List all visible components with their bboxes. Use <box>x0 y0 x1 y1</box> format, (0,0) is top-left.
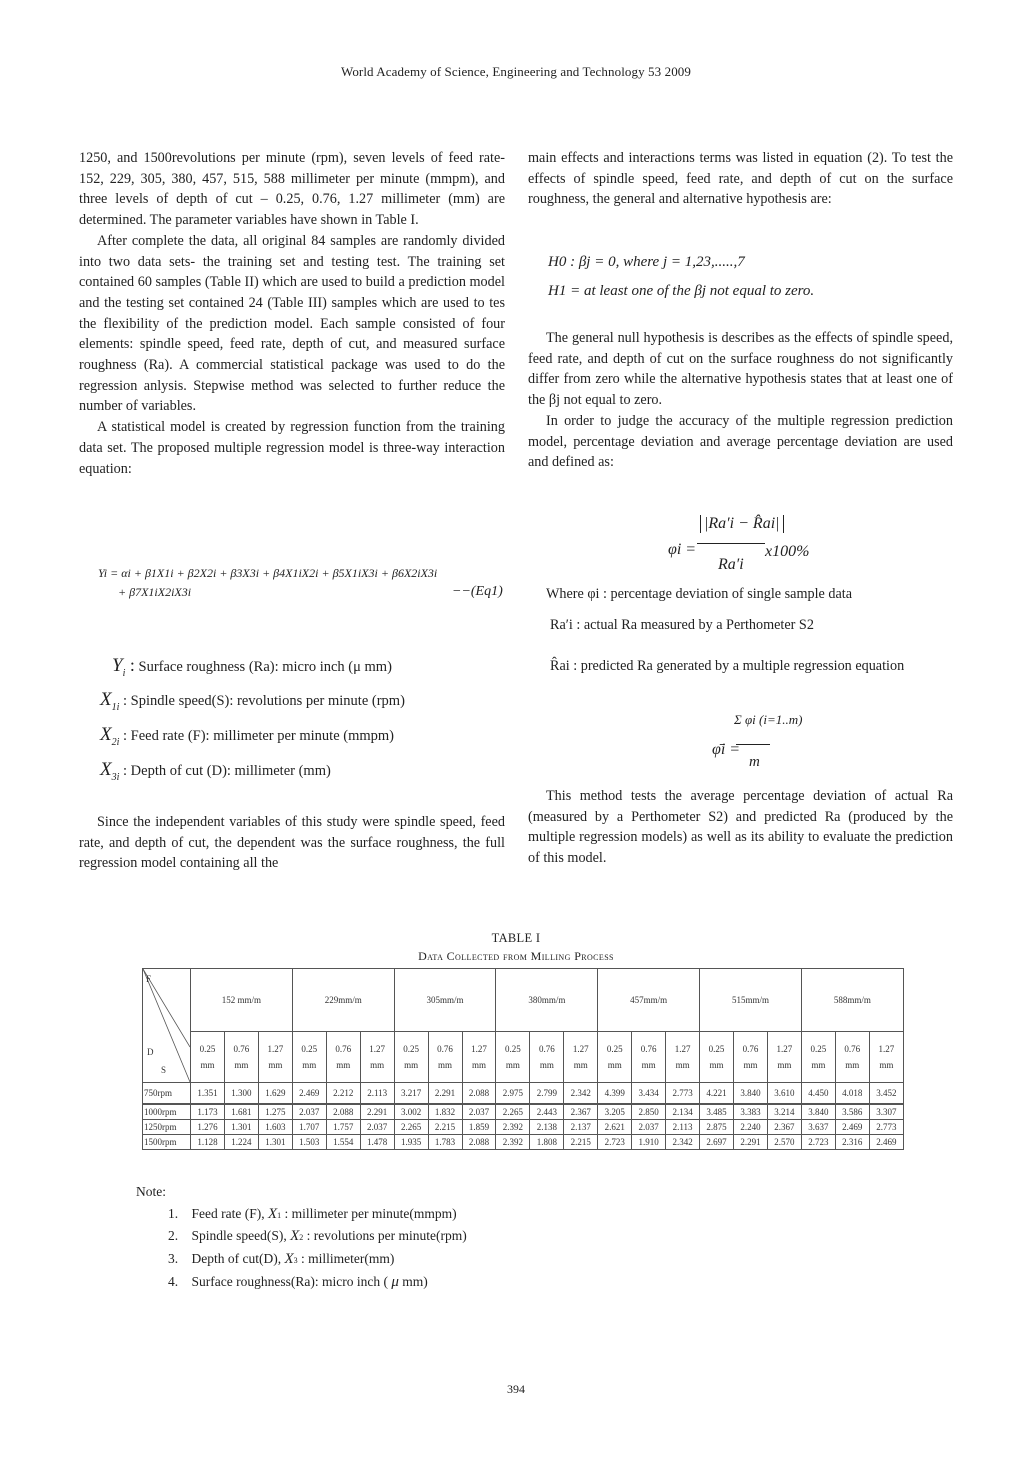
note-text: : millimeter(mm) <box>297 1251 395 1266</box>
note-number: 3. <box>168 1251 179 1266</box>
roughness-value-cell: 1.910 <box>632 1135 666 1150</box>
depth-header-cell <box>801 1032 835 1083</box>
depth-header-cell <box>191 1032 225 1083</box>
depth-unit: mm <box>268 1060 283 1070</box>
table-header-row-feed <box>143 969 904 1032</box>
table-row <box>143 1120 904 1135</box>
note-symbol: μ <box>391 1274 399 1290</box>
depth-unit: mm <box>438 1060 453 1070</box>
roughness-value-cell: 3.586 <box>835 1104 869 1120</box>
formula2-lhs: φ̄i = <box>712 741 741 758</box>
depth-value: 1.27 <box>776 1044 793 1054</box>
roughness-value-cell: 2.469 <box>292 1083 326 1105</box>
roughness-value-cell: 1.603 <box>258 1120 292 1135</box>
definition-predicted-ra: R̂ai : predicted Ra generated by a multiple regression equation <box>550 658 905 674</box>
roughness-value-cell: 2.469 <box>835 1120 869 1135</box>
roughness-value-cell: 2.240 <box>734 1120 768 1135</box>
paragraph-data-sets: After complete the data, all original 84 samples are randomly divided into two data sets- the training set and testing test. The training set contained 60 samples (Table II) which are used to build a prediction model and the testing set contained 24 (Table III) samples which are used to tes the flexibility of the prediction model. Each sample consisted of four elements: spindle speed, feed rate, depth of cut, and measured surface roughness (Ra). A commercial statistical package was used to do the regression anlysis. Stepwise method was selected to further reduce the number of variables. <box>79 232 505 415</box>
depth-header-cell <box>292 1032 326 1083</box>
variable-definition-x1 <box>100 689 405 711</box>
depth-unit: mm <box>302 1060 317 1070</box>
roughness-value-cell: 2.723 <box>598 1135 632 1150</box>
feed-rate-header: 380mm/m <box>496 969 598 1032</box>
depth-unit: mm <box>370 1060 385 1070</box>
roughness-value-cell: 3.840 <box>734 1083 768 1105</box>
roughness-value-cell: 2.773 <box>869 1120 903 1135</box>
depth-unit: mm <box>404 1060 419 1070</box>
corner-label-feed: F <box>146 974 152 984</box>
roughness-value-cell: 3.307 <box>869 1104 903 1120</box>
depth-unit: mm <box>505 1060 520 1070</box>
roughness-value-cell: 3.840 <box>801 1104 835 1120</box>
roughness-value-cell: 2.037 <box>462 1104 496 1120</box>
variable-symbol: X <box>100 724 112 745</box>
roughness-value-cell: 2.134 <box>666 1104 700 1120</box>
formula2-numerator: Σ φi (i=1..m) <box>734 712 803 727</box>
corner-label-speed: S <box>161 1065 167 1075</box>
depth-value: 0.76 <box>844 1044 861 1054</box>
roughness-value-cell: 1.935 <box>394 1135 428 1150</box>
roughness-value-cell: 1.224 <box>224 1135 258 1150</box>
depth-header-cell <box>326 1032 360 1083</box>
alternative-hypothesis: H1 = at least one of the βj not equal to zero. <box>548 283 815 299</box>
left-column-top <box>79 148 505 479</box>
depth-header-cell <box>564 1032 598 1083</box>
roughness-value-cell: 2.265 <box>394 1120 428 1135</box>
roughness-value-cell: 3.205 <box>598 1104 632 1120</box>
roughness-value-cell: 1.173 <box>191 1104 225 1120</box>
roughness-value-cell: 1.859 <box>462 1120 496 1135</box>
roughness-value-cell: 2.875 <box>700 1120 734 1135</box>
roughness-value-cell: 2.138 <box>530 1120 564 1135</box>
variable-subscript: 3i <box>111 772 120 783</box>
roughness-value-cell: 4.018 <box>835 1083 869 1105</box>
roughness-value-cell: 4.450 <box>801 1083 835 1105</box>
note-item-2 <box>168 1224 467 1249</box>
definition-phi: Where φi : percentage deviation of single sample data <box>546 586 853 602</box>
depth-unit: mm <box>336 1060 351 1070</box>
feed-rate-header: 515mm/m <box>700 969 802 1032</box>
null-hypothesis: H0 : βj = 0, where j = 1,23,.....,7 <box>548 254 745 270</box>
formula2-denominator: m <box>749 754 760 770</box>
variable-description: : Spindle speed(S): revolutions per minute (rpm) <box>123 693 405 709</box>
roughness-value-cell: 2.113 <box>360 1083 394 1105</box>
variable-definition-x2 <box>100 724 394 746</box>
variable-description: : Depth of cut (D): millimeter (mm) <box>123 763 331 779</box>
roughness-value-cell: 2.367 <box>767 1120 801 1135</box>
depth-header-cell <box>632 1032 666 1083</box>
depth-value: 1.27 <box>674 1044 691 1054</box>
paragraph-method-tests: This method tests the average percentage deviation of actual Ra (measured by a Perthometer S2) and predicted Ra (produced by the multiple regression models) as well as its ability to evaluate the prediction of this model. <box>528 788 953 867</box>
note-subscript: 3 <box>293 1256 298 1265</box>
data-table-wrapper <box>142 968 904 1150</box>
note-number: 4. <box>168 1274 179 1289</box>
note-symbol: X <box>290 1228 300 1244</box>
roughness-value-cell: 2.215 <box>564 1135 598 1150</box>
depth-header-cell <box>360 1032 394 1083</box>
roughness-value-cell: 2.088 <box>326 1104 360 1120</box>
depth-header-cell <box>734 1032 768 1083</box>
depth-unit: mm <box>743 1060 758 1070</box>
formula1-numerator: |Ra′i − R̂ai| <box>700 515 784 533</box>
note-text: Spindle speed(S), <box>191 1228 291 1243</box>
depth-value: 0.76 <box>538 1044 555 1054</box>
roughness-value-cell: 1.757 <box>326 1120 360 1135</box>
depth-unit: mm <box>675 1060 690 1070</box>
feed-rate-header: 152 mm/m <box>191 969 293 1032</box>
depth-value: 0.76 <box>742 1044 759 1054</box>
depth-header-cell <box>428 1032 462 1083</box>
roughness-value-cell: 2.037 <box>292 1104 326 1120</box>
roughness-value-cell: 2.215 <box>428 1120 462 1135</box>
depth-value: 1.27 <box>572 1044 589 1054</box>
roughness-value-cell: 3.610 <box>767 1083 801 1105</box>
depth-value: 0.25 <box>606 1044 623 1054</box>
depth-header-cell <box>496 1032 530 1083</box>
equation-tag: −−(Eq1) <box>452 584 503 599</box>
depth-header-cell <box>835 1032 869 1083</box>
roughness-value-cell: 2.265 <box>496 1104 530 1120</box>
note-number: 2. <box>168 1228 179 1243</box>
depth-value: 0.25 <box>810 1044 827 1054</box>
right-column-bottom <box>528 786 953 869</box>
table-corner-cell <box>143 969 191 1083</box>
roughness-value-cell: 2.367 <box>564 1104 598 1120</box>
table-header-row-depth <box>143 1032 904 1083</box>
regression-equation-line2: + β7X1iX2iX3i <box>118 585 192 599</box>
table-row <box>143 1104 904 1120</box>
roughness-value-cell: 1.478 <box>360 1135 394 1150</box>
variable-symbol: X <box>100 689 112 710</box>
corner-diagonal-lines <box>143 969 190 1082</box>
note-subscript: 2 <box>299 1233 304 1242</box>
formula1-rhs: x100% <box>765 543 810 560</box>
depth-header-cell <box>530 1032 564 1083</box>
depth-value: 0.76 <box>640 1044 657 1054</box>
roughness-value-cell: 2.088 <box>462 1135 496 1150</box>
roughness-value-cell: 1.128 <box>191 1135 225 1150</box>
paragraph-null-hypothesis: The general null hypothesis is describes as the effects of spindle speed, feed rate, and depth of cut on the surface roughness do not significantly differ from zero while the alternative hypothesis states that at least one of the βj not equal to zero. <box>528 330 953 409</box>
depth-value: 1.27 <box>471 1044 487 1054</box>
roughness-value-cell: 2.392 <box>496 1135 530 1150</box>
depth-unit: mm <box>709 1060 724 1070</box>
roughness-value-cell: 2.850 <box>632 1104 666 1120</box>
roughness-value-cell: 1.808 <box>530 1135 564 1150</box>
depth-header-cell <box>869 1032 903 1083</box>
paragraph-accuracy: In order to judge the accuracy of the multiple regression prediction model, percentage deviation and average percentage deviation are used and defined as: <box>528 412 953 471</box>
table-row <box>143 1135 904 1150</box>
running-header: World Academy of Science, Engineering and Technology 53 2009 <box>340 64 692 79</box>
spindle-speed-label: 1000rpm <box>143 1104 191 1120</box>
roughness-value-cell: 3.002 <box>394 1104 428 1120</box>
roughness-value-cell: 2.723 <box>801 1135 835 1150</box>
depth-unit: mm <box>200 1060 215 1070</box>
roughness-value-cell: 1.276 <box>191 1120 225 1135</box>
roughness-value-cell: 2.342 <box>666 1135 700 1150</box>
roughness-value-cell: 3.214 <box>767 1104 801 1120</box>
roughness-value-cell: 1.554 <box>326 1135 360 1150</box>
roughness-value-cell: 2.037 <box>632 1120 666 1135</box>
roughness-value-cell: 2.773 <box>666 1083 700 1105</box>
roughness-value-cell: 2.697 <box>700 1135 734 1150</box>
note-item-3 <box>168 1247 394 1272</box>
depth-header-cell <box>394 1032 428 1083</box>
depth-header-cell <box>666 1032 700 1083</box>
formula1-denominator: Ra′i <box>718 556 744 573</box>
note-text: : millimeter per minute(mmpm) <box>281 1206 457 1221</box>
roughness-value-cell: 1.351 <box>191 1083 225 1105</box>
depth-header-cell <box>767 1032 801 1083</box>
depth-header-cell <box>224 1032 258 1083</box>
paragraph-hypothesis-intro: main effects and interactions terms was listed in equation (2). To test the effects of spindle speed, feed rate, and depth of cut on the surface roughness, the general and alternative hypothesis are: <box>528 150 953 208</box>
variable-description: : Feed rate (F): millimeter per minute (mmpm) <box>123 728 395 744</box>
roughness-value-cell: 1.301 <box>224 1120 258 1135</box>
note-symbol: X <box>267 1206 278 1222</box>
depth-value: 1.27 <box>878 1044 895 1054</box>
data-table <box>142 968 904 1150</box>
note-number: 1. <box>168 1206 179 1221</box>
feed-rate-header: 588mm/m <box>801 969 903 1032</box>
variable-colon: : <box>125 655 135 675</box>
roughness-value-cell: 2.291 <box>428 1083 462 1105</box>
roughness-value-cell: 2.291 <box>734 1135 768 1150</box>
variable-symbol: X <box>100 759 112 780</box>
depth-value: 1.27 <box>267 1044 284 1054</box>
depth-value: 0.25 <box>199 1044 216 1054</box>
roughness-value-cell: 1.707 <box>292 1120 326 1135</box>
roughness-value-cell: 1.783 <box>428 1135 462 1150</box>
depth-value: 0.25 <box>403 1044 419 1054</box>
depth-value: 0.25 <box>301 1044 318 1054</box>
roughness-value-cell: 2.342 <box>564 1083 598 1105</box>
table-caption-number: TABLE I <box>491 931 541 945</box>
note-symbol: X <box>284 1251 294 1267</box>
corner-label-depth: D <box>147 1047 154 1057</box>
depth-unit: mm <box>845 1060 860 1070</box>
roughness-value-cell: 2.570 <box>767 1135 801 1150</box>
roughness-value-cell: 1.629 <box>258 1083 292 1105</box>
depth-value: 0.25 <box>708 1044 725 1054</box>
spindle-speed-label: 1250rpm <box>143 1120 191 1135</box>
feed-rate-header: 305mm/m <box>394 969 496 1032</box>
variable-subscript: 2i <box>111 737 120 748</box>
right-column-top <box>528 148 953 210</box>
variable-symbol: Y <box>112 655 123 676</box>
feed-rate-header: 457mm/m <box>598 969 700 1032</box>
notes-title: Note: <box>136 1184 166 1199</box>
depth-value: 1.27 <box>369 1044 386 1054</box>
roughness-value-cell: 2.469 <box>869 1135 903 1150</box>
page-number: 394 <box>507 1382 525 1396</box>
roughness-value-cell: 4.221 <box>700 1083 734 1105</box>
depth-header-cell <box>700 1032 734 1083</box>
note-subscript: 1 <box>277 1211 282 1220</box>
roughness-value-cell: 2.212 <box>326 1083 360 1105</box>
depth-unit: mm <box>811 1060 826 1070</box>
roughness-value-cell: 3.383 <box>734 1104 768 1120</box>
variable-subscript: 1i <box>111 702 120 713</box>
roughness-value-cell: 2.316 <box>835 1135 869 1150</box>
depth-unit: mm <box>777 1060 792 1070</box>
formula1-fraction-bar <box>697 543 765 544</box>
roughness-value-cell: 2.291 <box>360 1104 394 1120</box>
formula2-fraction-bar <box>736 744 770 745</box>
depth-unit: mm <box>573 1060 588 1070</box>
roughness-value-cell: 3.217 <box>394 1083 428 1105</box>
paragraph-statistical-model: A statistical model is created by regression function from the training data set. The proposed multiple regression model is three-way interaction equation: <box>79 419 505 477</box>
roughness-value-cell: 1.832 <box>428 1104 462 1120</box>
table-row <box>143 1083 904 1105</box>
roughness-value-cell: 3.637 <box>801 1120 835 1135</box>
feed-rate-header: 229mm/m <box>292 969 394 1032</box>
depth-unit: mm <box>607 1060 622 1070</box>
roughness-value-cell: 1.275 <box>258 1104 292 1120</box>
depth-unit: mm <box>879 1060 894 1070</box>
depth-unit: mm <box>234 1060 249 1070</box>
paragraph-parameter-levels: 1250, and 1500revolutions per minute (rpm), seven levels of feed rate- 152, 229, 305, 380, 457, 515, 588 millimeter per minute (mmpm), and three levels of depth of cut – 0.25, 0.76, 1.27 millimeter (mm) are determined. The parameter variables have shown in Table I. <box>79 150 505 229</box>
depth-value: 0.76 <box>437 1044 453 1054</box>
depth-unit: mm <box>471 1060 486 1070</box>
note-text: mm) <box>398 1274 428 1289</box>
roughness-value-cell: 2.799 <box>530 1083 564 1105</box>
right-column-middle <box>528 328 953 473</box>
roughness-value-cell: 2.443 <box>530 1104 564 1120</box>
roughness-value-cell: 2.037 <box>360 1120 394 1135</box>
regression-equation-line1: Yi = αi + β1X1i + β2X2i + β3X3i + β4X1iX2i + β5X1iX3i + β6X2iX3i <box>98 566 438 580</box>
spindle-speed-label: 750rpm <box>143 1083 191 1105</box>
note-item-4 <box>168 1270 428 1294</box>
variable-subscript: i <box>122 668 126 679</box>
variable-description: Surface roughness (Ra): micro inch (μ mm) <box>138 659 392 675</box>
roughness-value-cell: 3.485 <box>700 1104 734 1120</box>
note-text: : revolutions per minute(rpm) <box>303 1228 467 1243</box>
roughness-value-cell: 1.301 <box>258 1135 292 1150</box>
table-notes <box>136 1180 736 1300</box>
definition-actual-ra: Ra′i : actual Ra measured by a Perthometer S2 <box>550 617 814 633</box>
roughness-value-cell: 1.681 <box>224 1104 258 1120</box>
variable-definition-y <box>112 655 392 677</box>
left-column-bottom <box>79 812 505 874</box>
depth-unit: mm <box>539 1060 554 1070</box>
roughness-value-cell: 2.137 <box>564 1120 598 1135</box>
roughness-value-cell: 3.452 <box>869 1083 903 1105</box>
spindle-speed-label: 1500rpm <box>143 1135 191 1150</box>
formula1-lhs: φi = <box>668 541 697 558</box>
paragraph-independent-variables: Since the independent variables of this study were spindle speed, feed rate, and depth of cut, the dependent was the surface roughness, the full regression model containing all the <box>79 814 505 872</box>
depth-value: 0.25 <box>505 1044 521 1054</box>
note-text: Feed rate (F), <box>191 1206 268 1221</box>
roughness-value-cell: 3.434 <box>632 1083 666 1105</box>
table-caption-title: Data Collected from Milling Process <box>418 949 614 963</box>
roughness-value-cell: 1.503 <box>292 1135 326 1150</box>
note-text: Surface roughness(Ra): micro inch ( <box>191 1274 392 1289</box>
depth-header-cell <box>462 1032 496 1083</box>
roughness-value-cell: 2.088 <box>462 1083 496 1105</box>
depth-value: 0.76 <box>233 1044 250 1054</box>
depth-value: 0.76 <box>335 1044 352 1054</box>
roughness-value-cell: 2.621 <box>598 1120 632 1135</box>
depth-header-cell <box>258 1032 292 1083</box>
roughness-value-cell: 2.392 <box>496 1120 530 1135</box>
depth-unit: mm <box>641 1060 656 1070</box>
depth-header-cell <box>598 1032 632 1083</box>
roughness-value-cell: 2.113 <box>666 1120 700 1135</box>
roughness-value-cell: 2.975 <box>496 1083 530 1105</box>
roughness-value-cell: 1.300 <box>224 1083 258 1105</box>
variable-definition-x3 <box>100 759 331 781</box>
note-text: Depth of cut(D), <box>191 1251 285 1266</box>
roughness-value-cell: 4.399 <box>598 1083 632 1105</box>
